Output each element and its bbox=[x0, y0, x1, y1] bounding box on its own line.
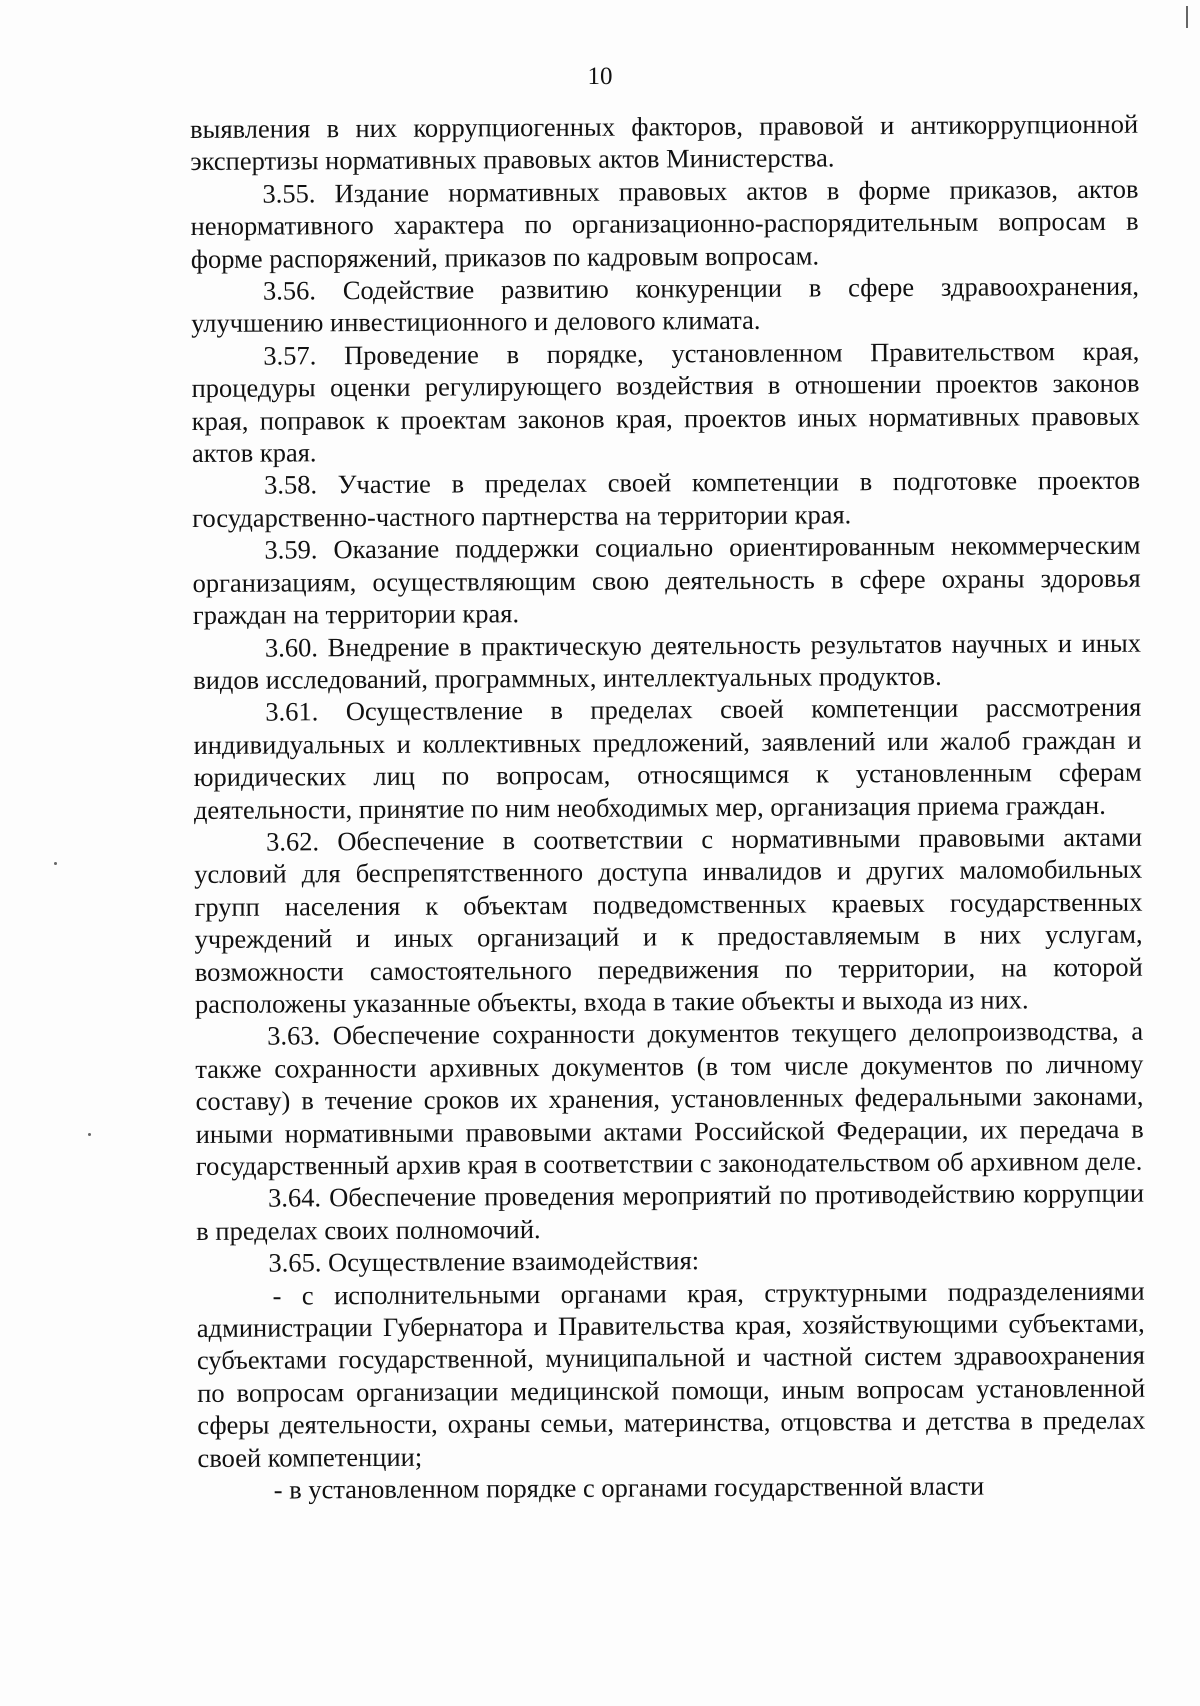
scan-speck bbox=[1186, 6, 1188, 28]
list-item: - с исполнительными органами края, структурными подразделениями администрации Губернатора и Правительства края, хозяйствующими субъектами, субъектами государственной, муниципальной и частной систем здравоохранения по вопросам организации медицинской помощи, иным вопросам установленной сферы деятельности, охраны семьи, материнства, отцовства и детства в пределах своей компетенции; bbox=[196, 1275, 1146, 1473]
scan-speck bbox=[54, 862, 57, 865]
paragraph-3-65: 3.65. Осуществление взаимодействия: bbox=[268, 1245, 700, 1278]
paragraph-3-62: 3.62. Обеспечение в соответствии с нормативными правовыми актами условий для беспрепятственного доступа инвалидов и других маломобильных групп населения к объектам подведомственных краевых государственных учреждений и иных организаций и к предоставляемым в них услугам, возможности самостоятельного передвижения по территории, на которой расположены указанные объекты, входа в такие объекты и выхода из них. bbox=[194, 821, 1143, 1019]
paragraph-3-64: 3.64. Обеспечение проведения мероприятий по противодействию коррупции в пределах своих полномочий. bbox=[196, 1178, 1145, 1246]
paragraph-3-58: 3.58. Участие в пределах своей компетенции в подготовке проектов государственно-частного партнерства на территории края. bbox=[192, 465, 1141, 533]
paragraph-3-63: 3.63. Обеспечение сохранности документов текущего делопроизводства, а также сохранности архивных документов (в том числе документов по личному составу) в течение сроков их хранения, установленных федеральными законами, иными нормативными правовыми актами Российской Федерации, их передача в государственный архив края в соответствии с законодательством об архивном деле. bbox=[195, 1016, 1144, 1181]
paragraph-3-55: 3.55. Издание нормативных правовых актов в форме приказов, актов ненормативного характера по организационно-распорядительным вопросам в форме распоряжений, приказов по кадровым вопросам. bbox=[190, 173, 1139, 274]
paragraph-3-59: 3.59. Оказание поддержки социально ориентированным некоммерческим организациям, осуществляющим свою деятельность в сфере охраны здоровья граждан на территории края. bbox=[192, 529, 1141, 631]
paragraph-3-56: 3.56. Содействие развитию конкуренции в сфере здравоохранения, улучшению инвестиционного и делового климата. bbox=[191, 270, 1140, 339]
paragraph-3-57: 3.57. Проведение в порядке, установленном Правительством края, процедуры оценки регулирующего воздействия в отношении проектов законов края, поправок к проектам законов края, проектов иных нормативных правовых актов края. bbox=[191, 335, 1140, 469]
scan-speck bbox=[88, 1133, 91, 1136]
document-body bbox=[190, 108, 1146, 1507]
paragraph-continuation: выявления в них коррупциогенных факторов, правовой и антикоррупционной экспертизы нормативных правовых актов Министерства. bbox=[190, 108, 1139, 177]
paragraph-3-60: 3.60. Внедрение в практическую деятельность результатов научных и иных видов исследований, программных, интеллектуальных продуктов. bbox=[193, 627, 1142, 695]
list-item: - в установленном порядке с органами государственной власти bbox=[273, 1470, 985, 1505]
page-number: 10 bbox=[587, 63, 613, 90]
paragraph-3-61: 3.61. Осуществление в пределах своей компетенции рассмотрения индивидуальных и коллективных предложений, заявлений или жалоб граждан и юридических лиц по вопросам, относящимся к установленным сферам деятельности, принятие по ним необходимых мер, организация приема граждан. bbox=[193, 692, 1142, 825]
